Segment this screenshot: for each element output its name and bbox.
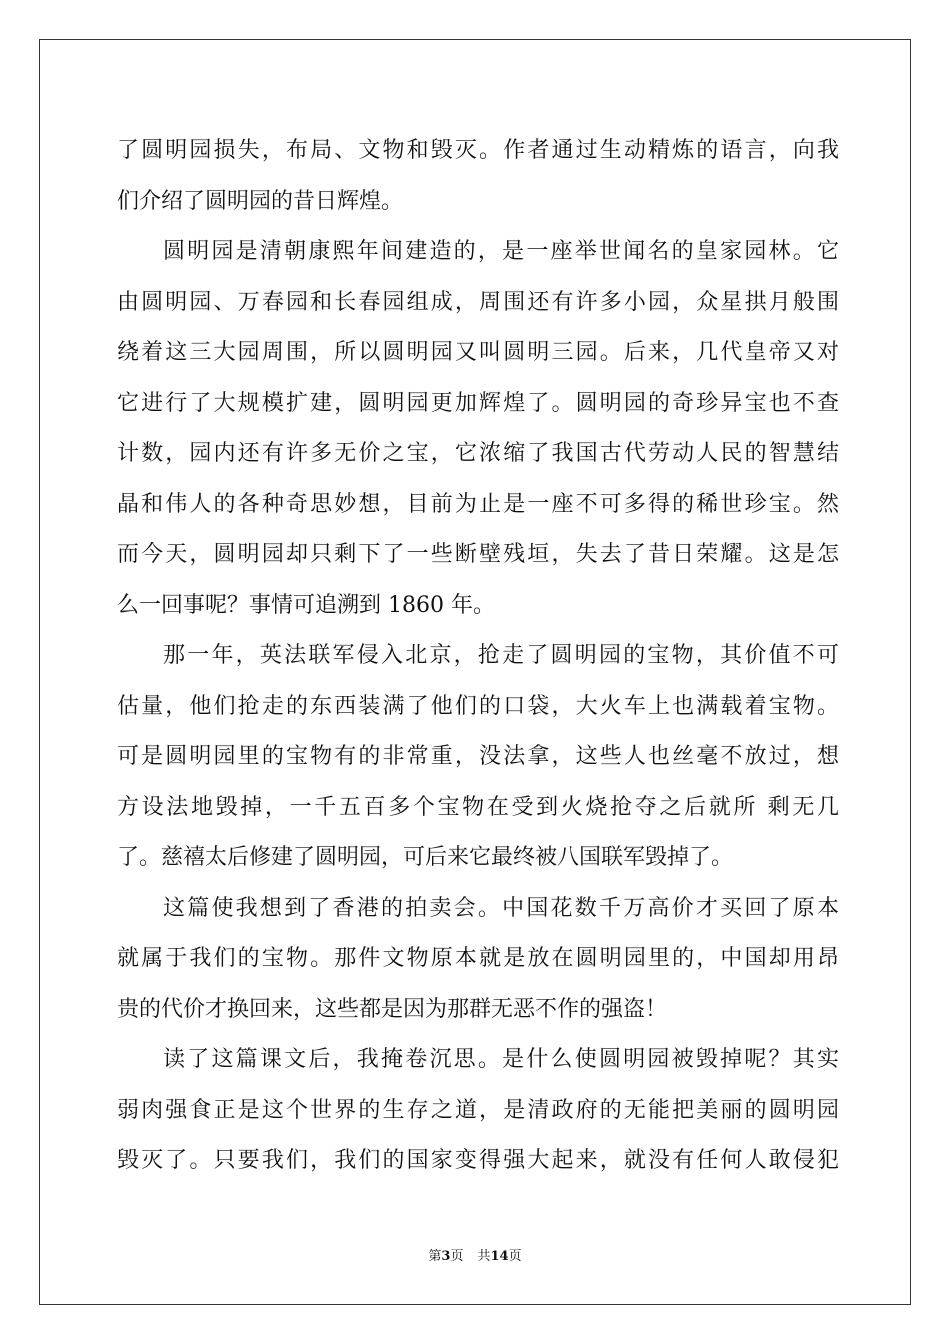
text-line: 方设法地毁掉，一千五百多个宝物在受到火烧抢夺之后就所 剩无几 [117,794,839,820]
page-footer [0,1245,950,1264]
text-line: 弱肉强食正是这个世界的生存之道，是清政府的无能把美丽的圆明园 [117,1097,839,1123]
page-suffix: 页 [450,1249,464,1264]
text-line: 估量，他们抢走的东西装满了他们的口袋，大火车上也满载着宝物。 [117,693,839,719]
total-prefix: 共 [477,1249,491,1264]
text-line: 可是圆明园里的宝物有的非常重，没法拿，这些人也丝毫不放过，想 [117,744,839,769]
text-line: 了圆明园损失，布局、文物和毁灭。作者通过生动精炼的语言，向我 [117,138,839,163]
text-line: 晶和伟人的各种奇思妙想，目前为止是一座不可多得的稀世珍宝。然 [117,491,839,517]
paragraph [117,126,839,227]
paragraph [117,884,839,1036]
page-number: 3 [441,1249,451,1264]
paragraph [117,1035,839,1187]
page-prefix: 第 [428,1249,442,1264]
document-body [117,126,839,1187]
total-pages: 14 [490,1249,509,1264]
text-line: 这篇使我想到了香港的拍卖会。中国花数千万高价才买回了原本 [163,895,839,921]
text-line: 读了这篇课文后，我掩卷沉思。是什么使圆明园被毁掉呢？其实 [163,1047,839,1072]
paragraph [117,227,839,631]
text-line: 贵的代价才换回来，这些都是因为那群无恶不作的强盗！ [117,996,668,1022]
text-line: 就属于我们的宝物。那件文物原本就是放在圆明园里的，中国却用昂 [117,946,839,971]
text-line: 它进行了大规模扩建，圆明园更加辉煌了。圆明园的奇珍异宝也不查 [117,390,839,416]
text-line: 圆明园是清朝康熙年间建造的，是一座举世闻名的皇家园林。它 [163,239,839,264]
text-line: 计数，园内还有许多无价之宝，它浓缩了我国古代劳动人民的智慧结 [117,441,839,466]
text-line: 绕着这三大园周围，所以圆明园又叫圆明三园。后来，几代皇帝又对 [117,340,839,365]
text-line: 而今天，圆明园却只剩下了一些断壁残垣，失去了昔日荣耀。这是怎 [117,542,839,567]
text-line: 了。慈禧太后修建了圆明园，可后来它最终被八国联军毁掉了。 [117,845,734,870]
text-line: 毁灭了。只要我们，我们的国家变得强大起来，就没有任何人敢侵犯 [117,1148,839,1173]
text-line: 们介绍了圆明园的昔日辉煌。 [117,188,404,214]
text-line: 那一年，英法联军侵入北京，抢走了圆明园的宝物，其价值不可 [163,643,839,668]
text-line: 么一回事呢？事情可追溯到 1860 年。 [117,592,495,618]
text-line: 由圆明园、万春园和长春园组成，周围还有许多小园，众星拱月般围 [117,289,839,315]
paragraph [117,631,839,884]
total-suffix: 页 [508,1249,522,1264]
